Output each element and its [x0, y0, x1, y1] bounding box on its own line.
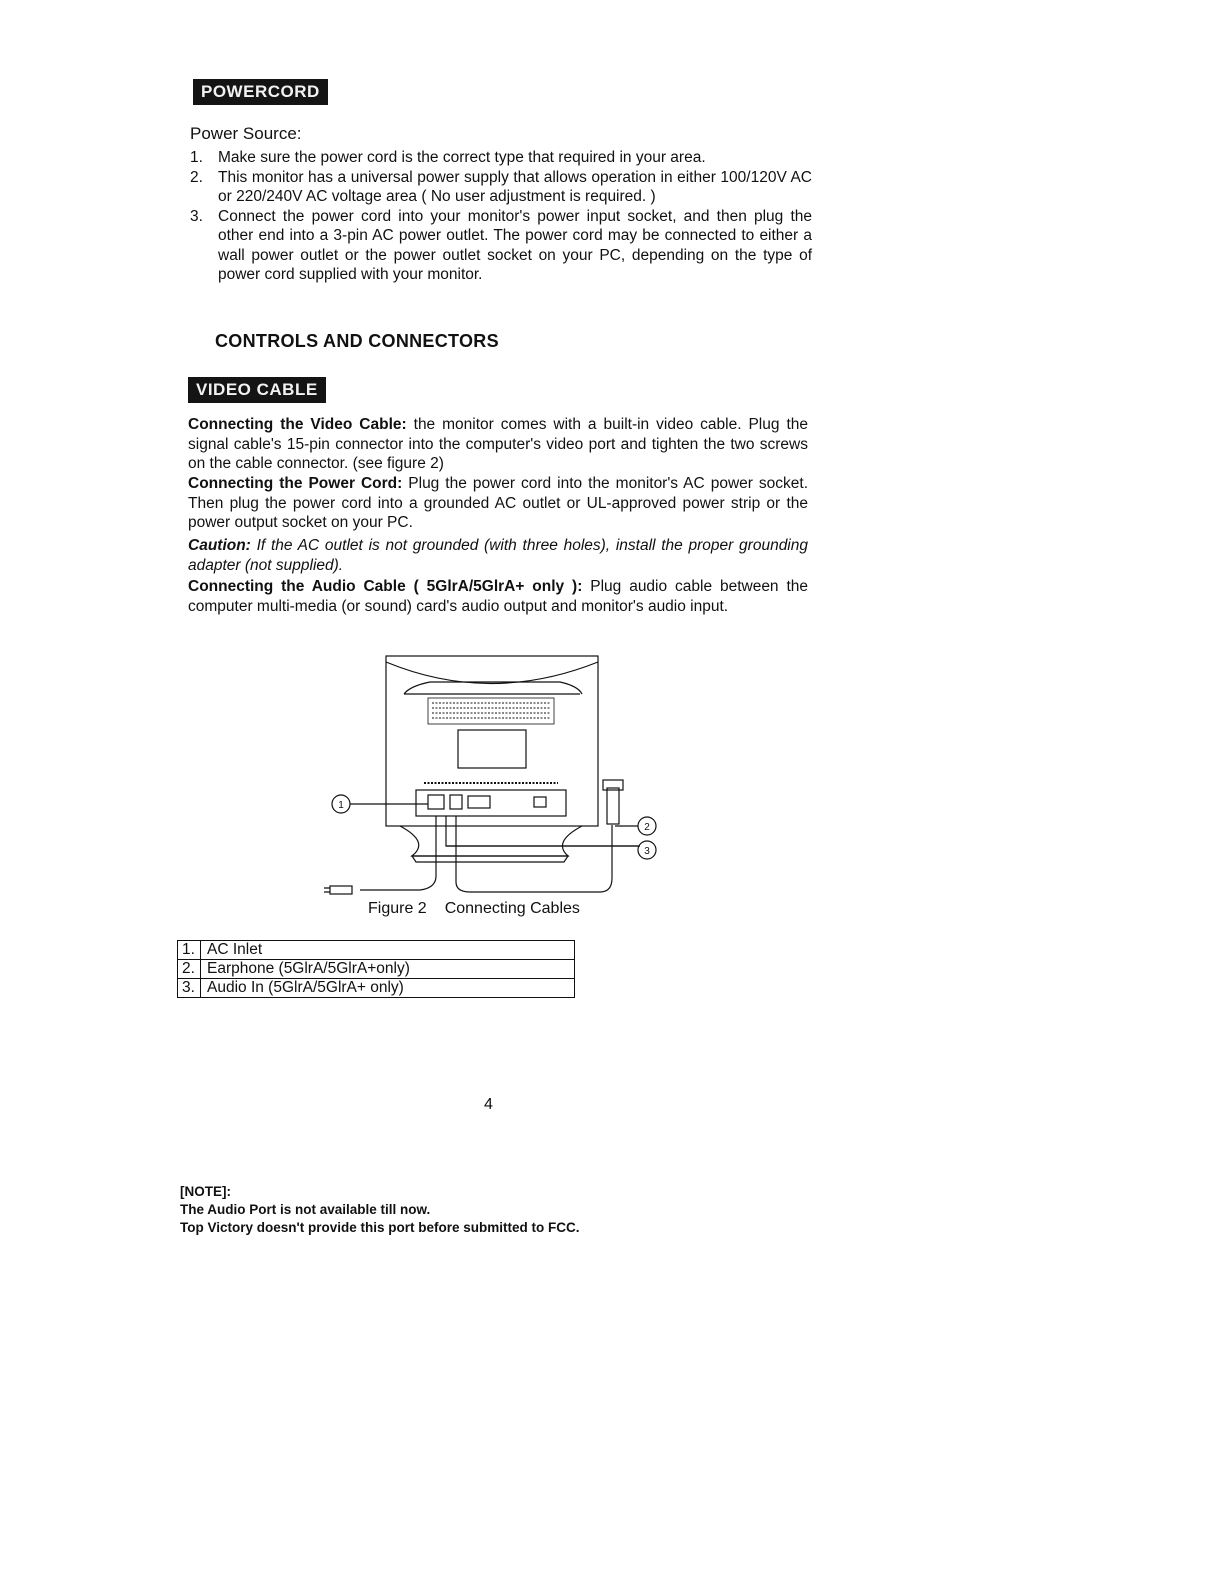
monitor-top-curve: [386, 662, 598, 684]
legend-label: AC Inlet: [201, 941, 575, 960]
audio-cable-paragraph: Connecting the Audio Cable ( 5GlrA/5GlrA+ only ): Plug audio cable between the computer multi-media (or sound) card's audio output and monitor's audio input.: [188, 578, 808, 615]
legend-label: Earphone (5GlrA/5GlrA+only): [201, 960, 575, 979]
note-line-1: The Audio Port is not available till now.: [180, 1202, 431, 1217]
legend-label: Audio In (5GlrA/5GlrA+ only): [201, 979, 575, 998]
legend-num: 3.: [178, 979, 201, 998]
powercord-badge: POWERCORD: [193, 79, 328, 105]
note-label: [NOTE]:: [180, 1184, 231, 1199]
callout-3-label: 3: [644, 846, 650, 857]
legend-num: 1.: [178, 941, 201, 960]
list-item: 2. This monitor has a universal power supply that allows operation in either 100/120V AC or 220/240V AC voltage area ( No user adjustment is required. ): [190, 168, 812, 205]
power-cable: [360, 816, 436, 890]
list-item: 3. Connect the power cord into your monitor's power input socket, and then plug the other end into a 3-pin AC power outlet. The power cord may be connected to either a wall power outlet or the power outlet socket on your PC, depending on the type of power cord supplied with your monitor.: [190, 207, 812, 283]
table-row: [178, 941, 575, 960]
controls-heading: CONTROLS AND CONNECTORS: [215, 331, 499, 351]
power-plug: [330, 886, 352, 894]
table-row: [178, 979, 575, 998]
legend-num: 2.: [178, 960, 201, 979]
figure-caption: [368, 900, 580, 918]
note-line-2: Top Victory doesn't provide this port before submitted to FCC.: [180, 1220, 580, 1235]
monitor-rear-figure: [320, 650, 660, 900]
vent-grid: [428, 698, 554, 724]
power-cord-paragraph: Connecting the Power Cord: Plug the power cord into the monitor's AC power socket. Then plug the power cord into a grounded AC outlet or UL-approved power strip or the power output socket on your PC.: [188, 475, 809, 531]
figure-number: Figure 2: [368, 900, 427, 917]
video-cable: [456, 816, 612, 892]
footer-note: [180, 1183, 579, 1237]
power-source-list: [190, 148, 812, 285]
figure-title: Connecting Cables: [444, 900, 580, 917]
video-cable-paragraph: Connecting the Video Cable: the monitor comes with a built-in video cable. Plug the signal cable's 15-pin connector into the computer's video port and tighten the two screws on the cable connector. (see figure 2): [188, 416, 808, 472]
connector-legend-table: [177, 940, 575, 998]
ac-inlet: [428, 795, 444, 809]
video-connector: [607, 788, 619, 824]
video-cable-badge: VIDEO CABLE: [188, 377, 326, 403]
caution-paragraph: Caution: If the AC outlet is not grounded (with three holes), install the proper grounding adapter (not supplied).: [188, 537, 808, 574]
callout-2-label: 2: [644, 822, 650, 833]
page-number: 4: [484, 1096, 493, 1113]
list-item: 1. Make sure the power cord is the correct type that required in your area.: [190, 149, 706, 166]
table-row: [178, 960, 575, 979]
callout-1-label: 1: [338, 800, 344, 811]
power-source-subheading: Power Source:: [190, 124, 302, 143]
connector-panel: [416, 790, 566, 816]
label-plate: [458, 730, 526, 768]
